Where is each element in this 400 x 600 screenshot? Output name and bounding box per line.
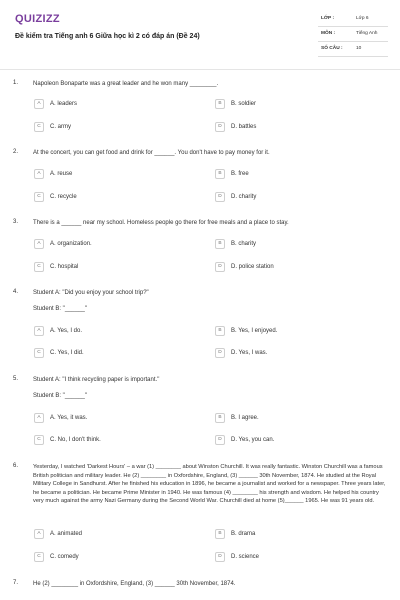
option-d[interactable] — [215, 192, 365, 203]
option-b[interactable] — [215, 529, 365, 540]
option-text: A. organization. — [50, 241, 92, 247]
option-d[interactable] — [215, 262, 365, 273]
option-d[interactable] — [215, 435, 365, 446]
option-c[interactable] — [34, 262, 184, 273]
option-text: A. Yes, I do. — [50, 328, 83, 334]
option-text: A. animated — [50, 531, 83, 537]
option-letter-box[interactable]: C — [34, 262, 44, 272]
option-text: D. police station — [231, 264, 274, 270]
meta-value: 10 — [356, 46, 362, 51]
option-text: C. Yes, I did. — [50, 350, 84, 356]
option-letter-box[interactable]: A — [34, 413, 44, 423]
question-number: 5. — [13, 376, 19, 382]
option-text: B. free — [231, 171, 249, 177]
meta-row-count — [318, 42, 388, 57]
quizizz-logo: QUIZIZZ — [15, 13, 60, 25]
option-text: A. Yes, it was. — [50, 415, 88, 421]
meta-value: Tiếng Anh — [356, 31, 378, 36]
option-letter-box[interactable]: A — [34, 99, 44, 109]
option-text: D. battles — [231, 124, 257, 130]
question-number: 4. — [13, 289, 19, 295]
option-letter-box[interactable]: D — [215, 262, 225, 272]
meta-value: Lớp 6 — [356, 16, 369, 21]
question-number: 2. — [13, 149, 19, 155]
option-text: B. soldier — [231, 101, 257, 107]
option-c[interactable] — [34, 192, 184, 203]
option-d[interactable] — [215, 122, 365, 133]
option-a[interactable] — [34, 529, 184, 540]
question-text: Napoleon Bonaparte was a great leader and he won many ________. — [33, 81, 219, 87]
question-text: He (2) ________ in Oxfordshire, England, (3) ______ 30th November, 1874. — [33, 581, 236, 587]
option-text: D. Yes, you can. — [231, 437, 275, 443]
option-letter-box[interactable]: B — [215, 99, 225, 109]
question-text: Student A: "Did you enjoy your school trip?" — [33, 290, 149, 296]
worksheet-title: Đề kiểm tra Tiếng anh 6 Giữa học kì 2 có đáp án (Đề 24) — [15, 33, 200, 40]
option-c[interactable] — [34, 435, 184, 446]
meta-key: MÔN : — [321, 31, 336, 36]
option-letter-box[interactable]: A — [34, 326, 44, 336]
option-letter-box[interactable]: C — [34, 192, 44, 202]
meta-row-subject — [318, 27, 388, 42]
option-letter-box[interactable]: C — [34, 122, 44, 132]
option-text: A. reuse — [50, 171, 73, 177]
option-a[interactable] — [34, 169, 184, 180]
question-text: Yesterday, I watched 'Darkest Hours' – a war (1) ________ about Winston Churchill. It was really fantastic. Winston Churchill was a famous British politician and military leader. He (2) ________ in Oxfordshire, England, (3) ______ 30th November, 1874. He studied at the Royal Military College in Sandhurst. After he finished his education in 1896, he became a journalist and worked for a newspaper. Three years later, he became a politician. He became Prime Minister in 1940. He was famous (4) ________ his strength and wisdom. He helped his country very much against the army Nazi Germany during the Second World War. Churchill died at home (5)______ 1965. He was 91 years old. — [33, 464, 386, 505]
question-text: At the concert, you can get food and drink for ______. You don't have to pay money for it. — [33, 150, 270, 156]
question-number: 7. — [13, 580, 19, 586]
option-letter-box[interactable]: D — [215, 348, 225, 358]
option-text: B. I agree. — [231, 415, 259, 421]
option-letter-box[interactable]: B — [215, 169, 225, 179]
option-letter-box[interactable]: C — [34, 348, 44, 358]
option-letter-box[interactable]: C — [34, 552, 44, 562]
option-text: B. charity — [231, 241, 257, 247]
question-number: 6. — [13, 463, 19, 469]
option-text: C. army — [50, 124, 71, 130]
option-text: C. recycle — [50, 194, 77, 200]
meta-table — [318, 12, 388, 57]
option-letter-box[interactable]: A — [34, 529, 44, 539]
option-text: A. leaders — [50, 101, 78, 107]
option-a[interactable] — [34, 326, 184, 337]
option-text: C. hospital — [50, 264, 79, 270]
option-letter-box[interactable]: D — [215, 552, 225, 562]
option-letter-box[interactable]: D — [215, 122, 225, 132]
option-text: D. Yes, I was. — [231, 350, 268, 356]
question-number: 1. — [13, 80, 19, 86]
option-d[interactable] — [215, 552, 365, 563]
option-letter-box[interactable]: B — [215, 326, 225, 336]
option-a[interactable] — [34, 413, 184, 424]
option-text: D. science — [231, 554, 260, 560]
option-b[interactable] — [215, 239, 365, 250]
option-b[interactable] — [215, 413, 365, 424]
option-a[interactable] — [34, 99, 184, 110]
option-d[interactable] — [215, 348, 365, 359]
worksheet-header — [0, 0, 400, 70]
option-b[interactable] — [215, 169, 365, 180]
question-text: Student A: "I think recycling paper is important." — [33, 377, 160, 383]
option-letter-box[interactable]: D — [215, 435, 225, 445]
option-letter-box[interactable]: A — [34, 239, 44, 249]
option-letter-box[interactable]: D — [215, 192, 225, 202]
option-letter-box[interactable]: C — [34, 435, 44, 445]
option-c[interactable] — [34, 348, 184, 359]
option-a[interactable] — [34, 239, 184, 250]
question-subtext: Student B: "______" — [33, 393, 87, 399]
option-text: C. No, I don't think. — [50, 437, 101, 443]
option-b[interactable] — [215, 326, 365, 337]
option-c[interactable] — [34, 122, 184, 133]
option-text: D. charity — [231, 194, 257, 200]
option-text: B. Yes, I enjoyed. — [231, 328, 278, 334]
meta-row-grade — [318, 12, 388, 27]
option-b[interactable] — [215, 99, 365, 110]
option-letter-box[interactable]: B — [215, 413, 225, 423]
option-letter-box[interactable]: B — [215, 239, 225, 249]
option-text: C. comedy — [50, 554, 79, 560]
meta-key: LỚP : — [321, 16, 335, 21]
option-text: B. drama — [231, 531, 256, 537]
question-text: There is a ______ near my school. Homeless people go there for free meals and a place to stay. — [33, 220, 289, 226]
option-letter-box[interactable]: A — [34, 169, 44, 179]
question-number: 3. — [13, 219, 19, 225]
question-subtext: Student B: "______" — [33, 306, 87, 312]
option-c[interactable] — [34, 552, 184, 563]
option-letter-box[interactable]: B — [215, 529, 225, 539]
meta-key: SỐ CÂU : — [321, 46, 343, 51]
